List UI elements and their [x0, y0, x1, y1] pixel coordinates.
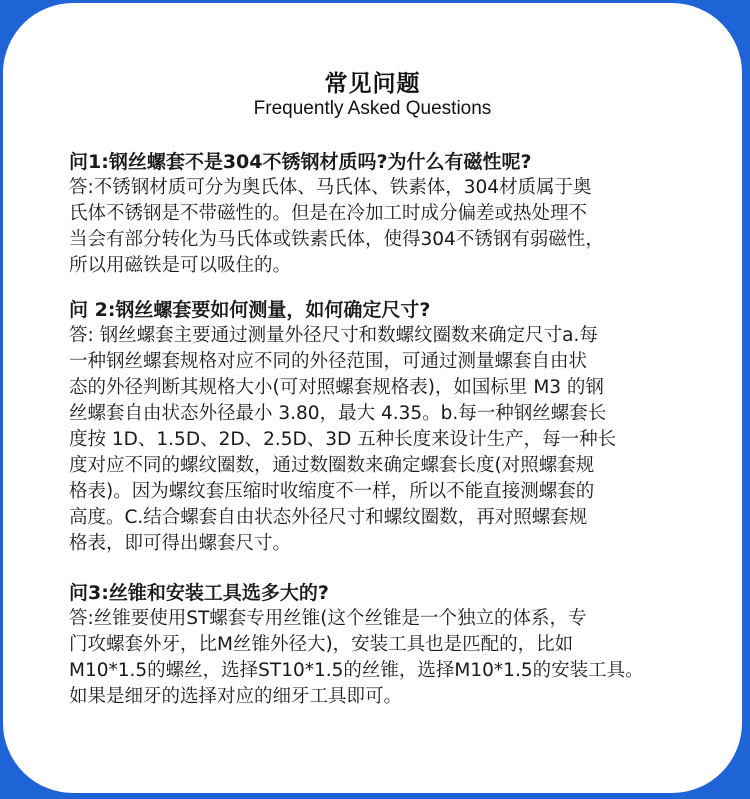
answer-line: 答: 钢丝螺套主要通过测量外径尺寸和数螺纹圈数来确定尺寸a.每 [69, 325, 598, 346]
page-title: 常见问题 [324, 71, 421, 97]
answer-line: 态的外径判断其规格大小(可对照螺套规格表)，如国标里 M3 的钢 [69, 377, 604, 398]
answer-line: 氏体不锈钢是不带磁性的。但是在冷加工时成分偏差或热处理不 [69, 203, 588, 224]
answer-line: 答:丝锥要使用ST螺套专用丝锥(这个丝锥是一个独立的体系，专 [69, 608, 587, 629]
faq-item-2 [69, 297, 689, 557]
faq-question-3: 问3:丝锥和安装工具选多大的? [69, 582, 329, 604]
faq-item-3 [69, 580, 689, 710]
answer-line: 一种钢丝螺套规格对应不同的外径范围，可通过测量螺套自由状 [69, 351, 588, 372]
answer-line: M10*1.5的螺丝，选择ST10*1.5的丝锥，选择M10*1.5的安装工具。 [69, 660, 644, 681]
answer-line: 如果是细牙的选择对应的细牙工具即可。 [69, 686, 403, 707]
faq-question-1: 问1:钢丝螺套不是304不锈钢材质吗?为什么有磁性呢? [69, 151, 532, 173]
faq-answer-2 [69, 323, 689, 557]
answer-line: 门攻螺套外牙，比M丝锥外径大)，安装工具也是匹配的，比如 [69, 634, 574, 655]
answer-line: 格表)。因为螺纹套压缩时收缩度不一样，所以不能直接测螺套的 [69, 481, 595, 502]
faq-item-1 [69, 149, 689, 279]
answer-line: 度对应不同的螺纹圈数，通过数圈数来确定螺套长度(对照螺套规 [69, 455, 595, 476]
answer-line: 高度。C.结合螺套自由状态外径尺寸和螺纹圈数，再对照螺套规 [69, 507, 588, 528]
faq-question-2: 问 2:钢丝螺套要如何测量，如何确定尺寸? [69, 299, 431, 321]
faq-card [3, 3, 742, 793]
answer-line: 当会有部分转化为马氏体或铁素氏体，使得304不锈钢有弱磁性， [69, 229, 604, 250]
answer-line: 所以用磁铁是可以吸住的。 [69, 255, 292, 276]
faq-answer-3 [69, 606, 689, 710]
answer-line: 答:不锈钢材质可分为奥氏体、马氏体、铁素体，304材质属于奥 [69, 177, 592, 198]
answer-line: 丝螺套自由状态外径最小 3.80，最大 4.35。b.每一种钢丝螺套长 [69, 403, 607, 424]
answer-line: 格表，即可得出螺套尺寸。 [69, 533, 292, 554]
page-subtitle: Frequently Asked Questions [253, 98, 492, 119]
faq-answer-1 [69, 175, 689, 279]
answer-line: 度按 1D、1.5D、2D、2.5D、3D 五种长度来设计生产，每一种长 [69, 429, 617, 450]
